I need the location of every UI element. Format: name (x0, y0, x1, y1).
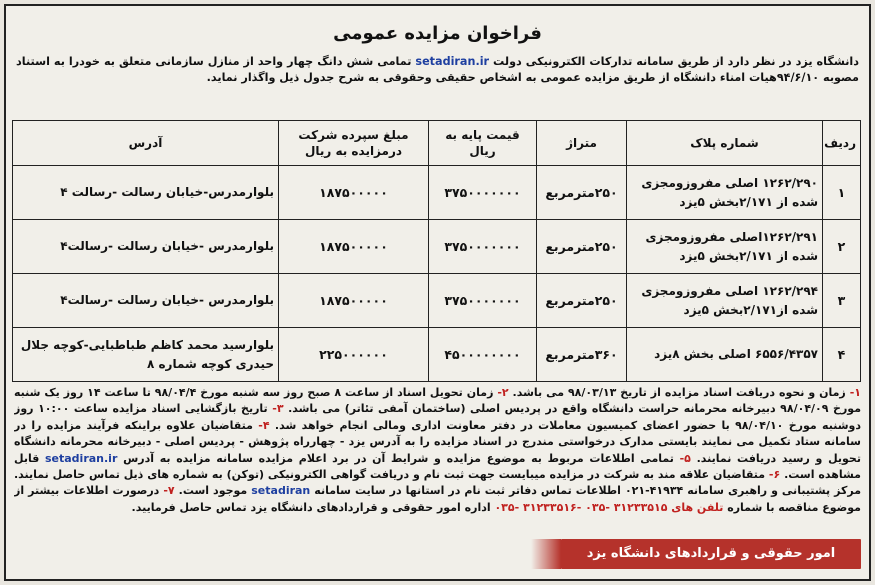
cell-area: ۳۶۰مترمربع (537, 328, 627, 382)
note-number-6: ۶- (765, 468, 781, 482)
cell-address: بلوارمدرس -خیابان رسالت -رسالت۴ (13, 220, 279, 274)
table-row (13, 274, 861, 328)
footer-banner: امور حقوقی و قراردادهای دانشگاه یزد (561, 539, 861, 569)
notice-content (12, 10, 863, 575)
intro-text-2: تمامی شش دانگ چهار واحد از منازل سازمانی متعلق به خودرا به استناد مصوبه ۹۴/۶/۱۰هیات امناء دانشگاه از طریق مزایده عمومی به اشخاص حقیقی وحقوقی به شرح جدول ذیل واگذار نماید. (16, 55, 859, 84)
setadiran-link[interactable]: setadiran.ir (44, 451, 118, 465)
note-text-1: زمان و نحوه دریافت اسناد مزایده از تاریخ ۹۸/۰۳/۱۳ می باشد. (508, 386, 846, 399)
cell-base-price: ۳۷۵۰۰۰۰۰۰۰ (429, 220, 537, 274)
note-number-5: ۵- (673, 451, 691, 465)
cell-base-price: ۳۷۵۰۰۰۰۰۰۰ (429, 166, 537, 220)
setadiran-link[interactable]: setadiran.ir (415, 55, 490, 68)
note-number-2: ۲- (493, 386, 509, 399)
header-plak: شماره پلاک (627, 121, 823, 166)
cell-plak: ۱۲۶۲/۲۹۱اصلی مفروزومجزی شده از ۲/۱۷۱بخش ۵یزد (627, 220, 823, 274)
cell-area: ۲۵۰مترمربع (537, 274, 627, 328)
cell-plak: ۱۲۶۲/۲۹۴ اصلی مفروزومجزی شده از۲/۱۷۱بخش ۵یزد (627, 274, 823, 328)
note-text-7: درصورت اطلاعات بیشتر از موضوع مناقصه با شماره (14, 484, 861, 514)
cell-idx: ۳ (823, 274, 861, 328)
cell-deposit: ۱۸۷۵۰۰۰۰۰ (279, 274, 429, 328)
note-text-5: تمامی اطلاعات مربوط به موضوع مزایده و شرایط آن در برد اعلام مزایده سامانه مزایده به آدرس (117, 451, 674, 465)
note-number-7: ۷- (159, 484, 175, 498)
note-text-3: تاریخ بازگشایی اسناد مزایده ساعت ۱۰:۰۰ روز دوشنبه مورخ ۹۸/۰۴/۱۰ با حضور اعضای کمیسیون معاملات در دفتر معاونت اداری ومالی انجام خواهد شد. (14, 402, 861, 432)
cell-base-price: ۴۵۰۰۰۰۰۰۰۰ (429, 328, 537, 382)
header-area: متراژ (537, 121, 627, 166)
table-row (13, 220, 861, 274)
cell-idx: ۴ (823, 328, 861, 382)
auction-table (12, 120, 861, 382)
notes-paragraph (14, 385, 861, 545)
header-deposit: مبلغ سپرده شرکت درمزایده به ریال (279, 121, 429, 166)
cell-deposit: ۲۲۵۰۰۰۰۰۰ (279, 328, 429, 382)
cell-address: بلوارمدرس -خیابان رسالت -رسالت۴ (13, 274, 279, 328)
table-row (13, 166, 861, 220)
notice-page (4, 4, 871, 581)
header-idx: ردیف (823, 121, 861, 166)
cell-deposit: ۱۸۷۵۰۰۰۰۰ (279, 220, 429, 274)
cell-idx: ۲ (823, 220, 861, 274)
cell-idx: ۱ (823, 166, 861, 220)
header-base-price: قیمت پایه به ریال (429, 121, 537, 166)
cell-deposit: ۱۸۷۵۰۰۰۰۰ (279, 166, 429, 220)
cell-plak: ۱۲۶۲/۲۹۰ اصلی مفروزومجزی شده از ۲/۱۷۱بخش ۵یزد (627, 166, 823, 220)
header-address: آدرس (13, 121, 279, 166)
note-text-6b: موجود است. (174, 484, 252, 498)
note-text-7b: اداره امور حقوقی و قراردادهای دانشگاه یزد تماس حاصل فرمایید. (131, 500, 495, 514)
note-text-6: متقاضیان علاقه مند به شرکت در مزایده میبایست جهت ثبت نام و دریافت گواهی الکترونیکی (توکن) به شماره های ذیل تماس حاصل نمایند. مرکز پشتیبانی و راهبری سامانه ۴۱۹۳۴-۰۲۱ اطلاعات تماس دفاتر ثبت نام در استانها در سایت سامانه (14, 468, 861, 498)
cell-address: بلوارمدرس-خیابان رسالت -رسالت ۴ (13, 166, 279, 220)
note-text-2: زمان تحویل اسناد از ساعت ۸ صبح روز سه شنبه مورخ ۹۸/۰۴/۴ تا ساعت ۱۴ روز یک شنبه مورخ ۹۸/۰۴/۰۹ دبیرخانه محرمانه حراست دانشگاه واقع در پردیس اصلی (ساختمان آمفی تئاتر) می باشد. (14, 386, 861, 416)
note-number-4: ۴- (252, 418, 270, 432)
page-title: فراخوان مزایده عمومی (333, 23, 542, 44)
cell-plak: ۶۵۵۶/۴۳۵۷ اصلی بخش ۸یزد (627, 328, 823, 382)
setadiran-link[interactable]: setadiran (251, 484, 311, 498)
note-number-3: ۳- (267, 402, 284, 416)
note-text-4: متقاضیان علاوه براینکه فرآیند مزایده را در سامانه ستاد تکمیل می نمایند بایستی مدارک درخواستی مندرج در اسناد مزایده را به آدرس یزد - چهارراه پژوهش - پردیس اصلی - دبیرخانه محرمانه دانشگاه تحویل و رسید دریافت نمایند. (14, 418, 861, 465)
cell-base-price: ۳۷۵۰۰۰۰۰۰۰ (429, 274, 537, 328)
table-header-row (13, 121, 861, 166)
intro-text-1: دانشگاه یزد در نظر دارد از طریق سامانه تدارکات الکترونیکی دولت (489, 55, 859, 68)
cell-area: ۲۵۰مترمربع (537, 166, 627, 220)
note-text-5b: قابل مشاهده است. (14, 451, 861, 482)
intro-paragraph (16, 54, 859, 90)
cell-area: ۲۵۰مترمربع (537, 220, 627, 274)
table-row (13, 328, 861, 382)
cell-address: بلوارسید محمد کاظم طباطبایی-کوچه جلال حیدری کوچه شماره ۸ (13, 328, 279, 382)
note-number-1: ۱- (845, 386, 861, 399)
phone-numbers: تلفن های ۳۱۲۳۳۵۱۵ -۰۳۵ -۳۱۲۳۳۵۱۶ -۰۳۵ (494, 500, 724, 514)
